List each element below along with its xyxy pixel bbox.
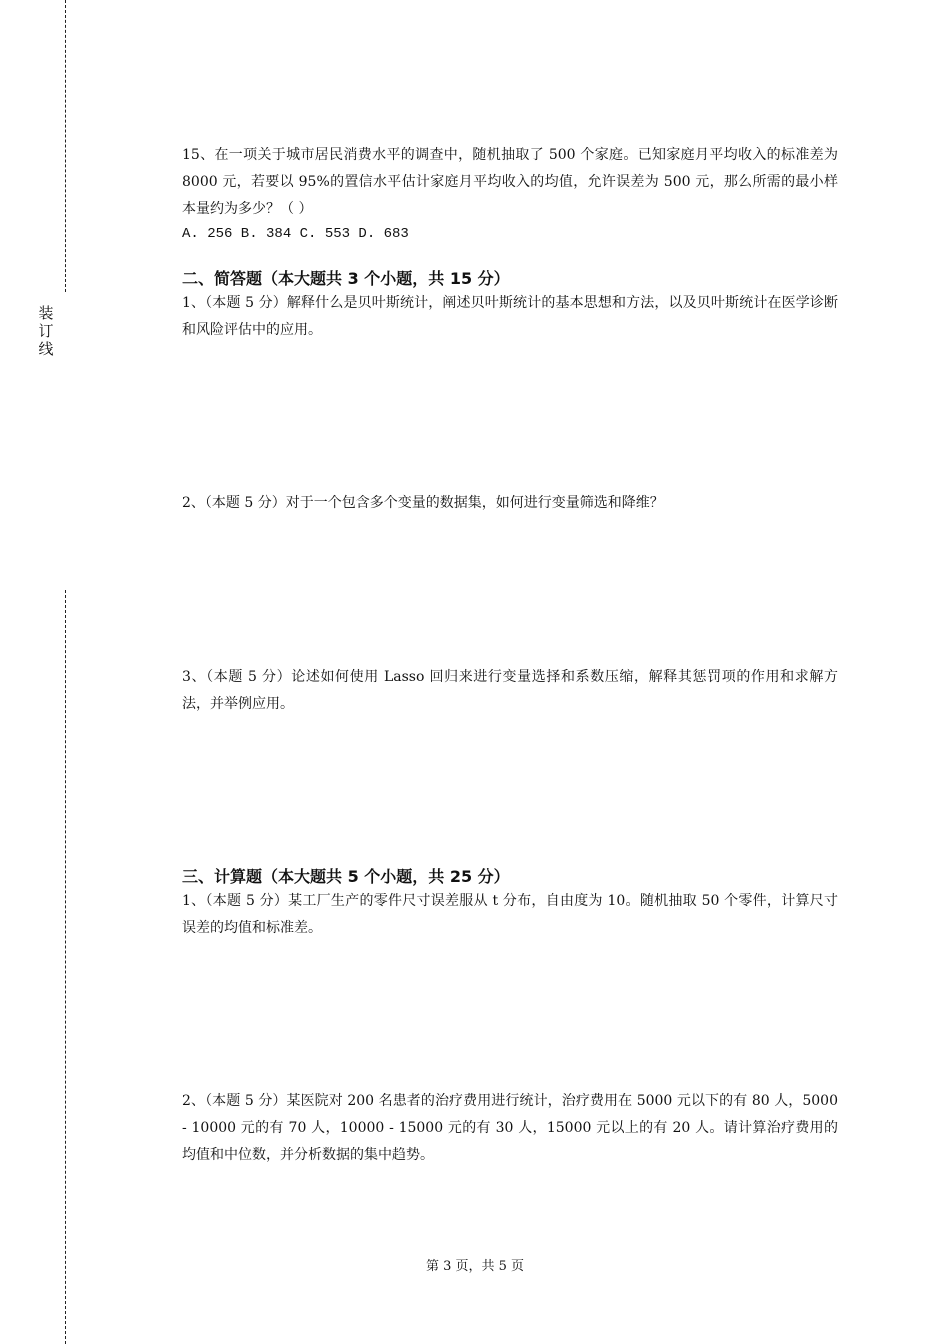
binding-line-bottom <box>65 590 66 1344</box>
calculation-q2 <box>182 1088 838 1169</box>
question-15 <box>182 142 838 244</box>
short-answer-q2 <box>182 490 838 517</box>
question-15-options: A. 256 B. 384 C. 553 D. 683 <box>182 226 409 242</box>
section-2-heading <box>182 268 838 290</box>
short-answer-q1 <box>182 290 838 344</box>
question-text: 1、（本题 5 分）某工厂生产的零件尺寸误差服从 t 分布，自由度为 10。随机抽取 50 个零件，计算尺寸误差的均值和标准差。 <box>182 893 838 936</box>
page-footer: 第 3 页，共 5 页 <box>425 1259 525 1274</box>
binding-char: 装 <box>38 304 54 322</box>
section-3-heading <box>182 866 838 888</box>
question-text: 1、（本题 5 分）解释什么是贝叶斯统计，阐述贝叶斯统计的基本思想和方法，以及贝叶斯统计在医学诊断和风险评估中的应用。 <box>182 295 838 338</box>
calculation-q1 <box>182 888 838 942</box>
question-text: 2、（本题 5 分）某医院对 200 名患者的治疗费用进行统计，治疗费用在 5000 元以下的有 80 人，5000 - 10000 元的有 70 人，10000 - 15000 元的有 30 人，15000 元以上的有 20 人。请计算治疗费用的均值和中位数，并分析数据的集中趋势。 <box>182 1093 838 1163</box>
question-text: 3、（本题 5 分）论述如何使用 Lasso 回归来进行变量选择和系数压缩，解释其惩罚项的作用和求解方法，并举例应用。 <box>182 669 838 712</box>
question-text: 2、（本题 5 分）对于一个包含多个变量的数据集，如何进行变量筛选和降维？ <box>182 495 664 511</box>
binding-line-top <box>65 0 66 292</box>
section-heading: 三、计算题（本大题共 5 个小题，共 25 分） <box>182 867 510 886</box>
question-15-text: 15、在一项关于城市居民消费水平的调查中，随机抽取了 500 个家庭。已知家庭月平均收入的标准差为 8000 元，若要以 95%的置信水平估计家庭月平均收入的均值，允许误差为 500 元，那么所需的最小样本量约为多少？（ ） <box>182 147 838 217</box>
binding-char: 订 <box>38 322 54 340</box>
short-answer-q3 <box>182 664 838 718</box>
binding-char: 线 <box>38 340 54 358</box>
section-heading: 二、简答题（本大题共 3 个小题，共 15 分） <box>182 269 510 288</box>
binding-label <box>36 304 56 358</box>
